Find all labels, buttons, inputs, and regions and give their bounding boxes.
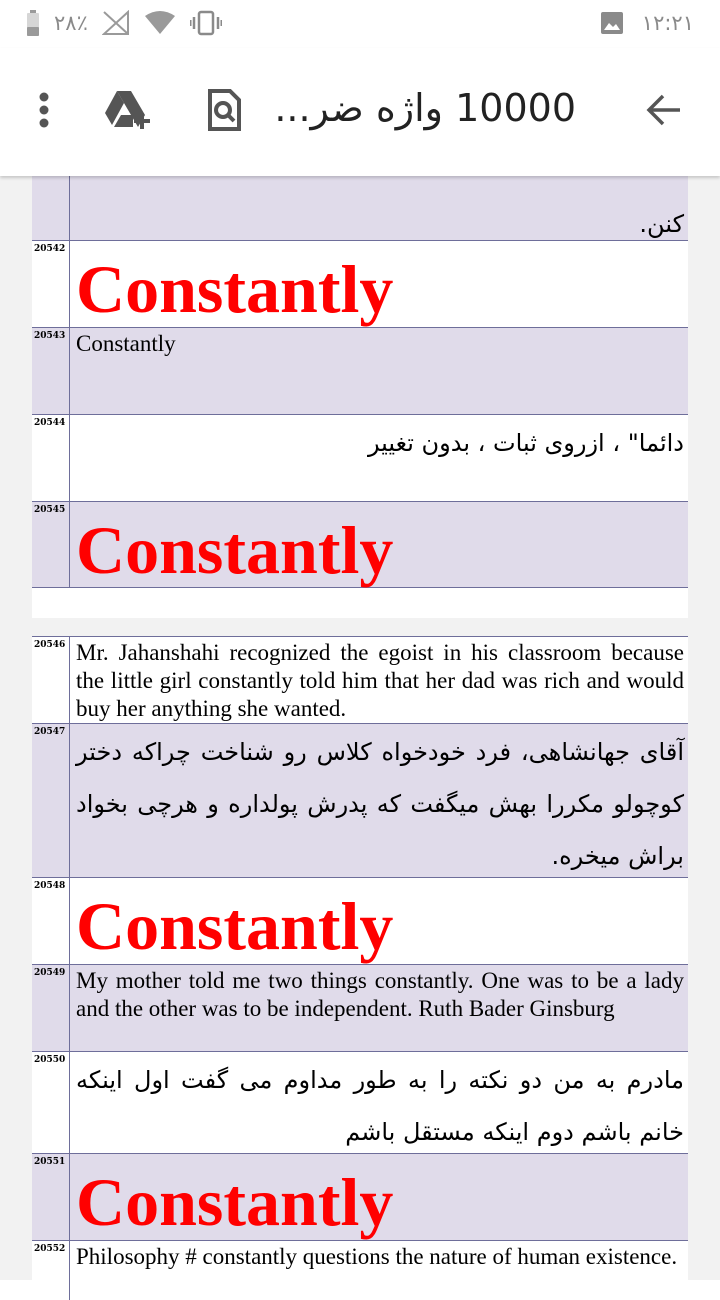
row-number-cell (32, 1052, 70, 1153)
english-text: My mother told me two things constantly. One was to be a lady and the other was to be independent. Ruth Bader Ginsburg (76, 968, 684, 1021)
row-number-cell (32, 502, 70, 587)
row-number: 20549 (34, 968, 66, 978)
search-document-icon (206, 89, 242, 131)
table-row (32, 964, 688, 1051)
more-options-button[interactable] (16, 82, 72, 138)
table-row (32, 877, 688, 964)
status-right (600, 8, 694, 38)
table-row (32, 327, 688, 414)
app-bar (0, 48, 720, 176)
row-number: 20548 (34, 881, 66, 891)
row-number-cell (32, 241, 70, 327)
persian-text: آقای جهانشاهی، فرد خودخواه کلاس رو شناخت چراکه دختر کوچولو مکررا بهش میگفت که پدرش پولداره و هرچی بخواد براش میخره. (76, 738, 684, 870)
page-2 (32, 636, 688, 1280)
row-number: 20543 (34, 331, 66, 341)
table-row (32, 1051, 688, 1153)
english-text: Constantly (76, 331, 176, 356)
find-in-document-button[interactable] (196, 82, 252, 138)
persian-text: دائما" ، ازروی ثبات ، بدون تغییر (367, 429, 684, 457)
status-left (26, 8, 222, 38)
row-number-cell (32, 415, 70, 501)
headword: Constantly (76, 512, 394, 588)
no-signal-icon (102, 10, 130, 36)
row-number-cell (32, 328, 70, 414)
persian-text: کنن. (639, 210, 684, 238)
row-number-cell (32, 637, 70, 723)
row-number: 20544 (34, 418, 66, 428)
row-number: 20550 (34, 1055, 66, 1065)
add-to-drive-icon (103, 89, 153, 131)
status-bar (0, 0, 720, 48)
back-arrow-icon (646, 94, 682, 126)
document-title: 10000 واژه ضر... (274, 86, 576, 130)
table-row (32, 1153, 688, 1240)
wifi-icon (144, 10, 176, 36)
table-row (32, 636, 688, 723)
vibrate-icon (190, 10, 222, 36)
more-vertical-icon (38, 92, 50, 128)
row-number-cell (32, 1241, 70, 1300)
row-number: 20551 (34, 1157, 66, 1167)
row-number: 20542 (34, 244, 66, 254)
row-number: 20547 (34, 727, 66, 737)
english-text: Mr. Jahanshahi recognized the egoist in his classroom because the little girl constantly told him that her dad was rich and would buy her anything she wanted. (76, 640, 684, 721)
add-to-drive-button[interactable] (100, 82, 156, 138)
english-text: Philosophy # constantly questions the nature of human existence. (76, 1244, 678, 1269)
row-number: 20552 (34, 1244, 66, 1254)
table-row (32, 723, 688, 877)
headword: Constantly (76, 888, 394, 964)
headword: Constantly (76, 251, 394, 327)
headword: Constantly (76, 1164, 394, 1240)
row-number-cell (32, 176, 70, 240)
page-1 (32, 176, 688, 618)
battery-percent: ٢٨٪ (54, 11, 88, 35)
row-number-cell (32, 724, 70, 877)
image-notification-icon (600, 11, 624, 35)
table-row (32, 414, 688, 501)
table-row (32, 501, 688, 588)
table-row (32, 240, 688, 327)
table-row (32, 1240, 688, 1300)
row-number-cell (32, 1154, 70, 1240)
back-button[interactable] (636, 82, 692, 138)
clock: ١٢:٢١ (641, 11, 694, 35)
row-number: 20545 (34, 505, 66, 515)
document-viewer[interactable] (0, 176, 720, 1280)
persian-text: مادرم به من دو نکته را به طور مداوم می گفت اول اینکه خانم باشم دوم اینکه مستقل باشم (76, 1066, 684, 1146)
row-number: 20546 (34, 640, 66, 650)
row-number-cell (32, 965, 70, 1051)
row-number-cell (32, 878, 70, 964)
table-row (32, 176, 688, 240)
battery-icon (26, 10, 40, 36)
